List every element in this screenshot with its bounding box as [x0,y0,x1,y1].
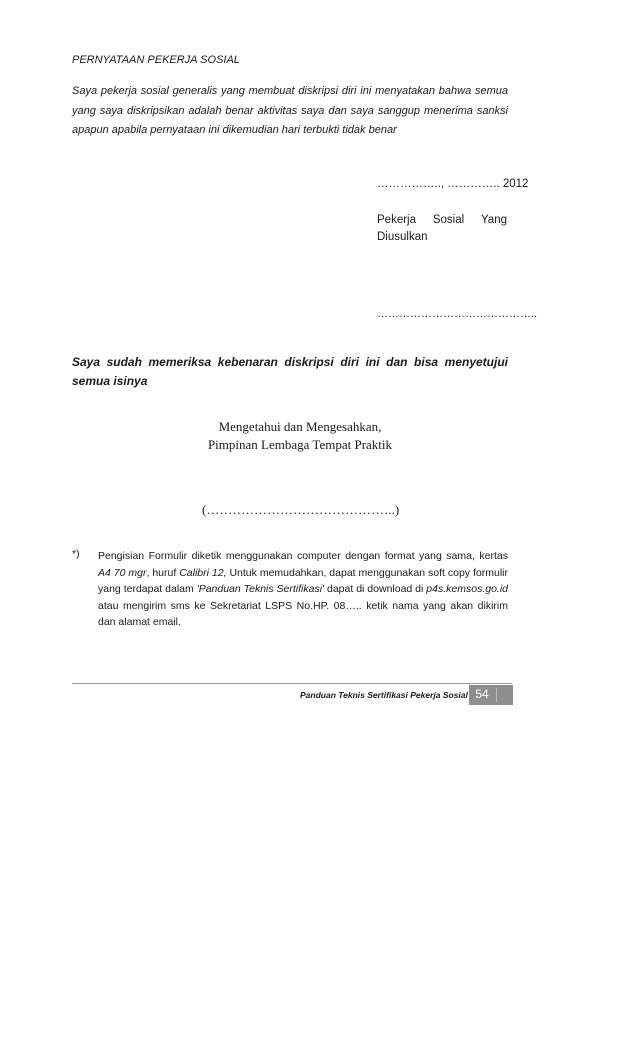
verification-text: Saya sudah memeriksa kebenaran diskripsi diri ini dan bisa menyetujui semua isinya [72,355,508,388]
note-part: Untuk memudahkan, dapat menggunakan soft copy formulir yang terdapat dalam [98,566,508,596]
note-text [98,548,508,631]
acknowledgement-signature-line: (……………………………………..) [202,502,400,517]
role-line-2: Diusulkan [377,231,428,243]
note-part: atau mengirim sms ke Sekretariat LSPS No.HP. 08….. ketik nama yang akan dikirim dan alamat email. [98,599,508,629]
signature-role [377,212,507,246]
note-part: , huruf [146,566,180,579]
page-box-divider [496,688,497,702]
note-part: Pengisian Formulir diketik menggunakan computer dengan format yang sama, kertas [98,550,508,562]
page-number: 54 [475,687,489,701]
footer-rule [72,683,512,684]
statement-paragraph: Saya pekerja sosial generalis yang membuat diskripsi diri ini menyatakan bahwa semua yang saya diskripsikan adalah benar aktivitas saya dan saya sanggup menerima sanksi apapun apabila pernyataan ini dikemudian hari terbukti tidak benar [72,85,508,136]
role-word-2: Sosial [432,214,465,226]
statement-title: PERNYATAAN PEKERJA SOSIAL [72,54,240,66]
acknowledgement-line-2: Pimpinan Lembaga Tempat Praktik [207,437,393,452]
note-guide-title: 'Panduan Teknis Sertifikasi' [196,583,325,596]
note-part: dapat di download di [324,583,427,596]
note-paper-size: A4 70 mgr [98,566,147,579]
acknowledgement-line-1: Mengetahui dan Mengesahkan, [218,419,382,434]
role-word-3: Yang [480,214,507,226]
signature-line: …………………………………….. [377,308,538,320]
signature-date: …………….., ………….. 2012 [377,178,529,190]
role-word-1: Pekerja [377,214,416,226]
note-website: p4s.kemsos.go.id [426,583,509,596]
note-font: Calibri 12, [179,566,227,579]
note-marker: *) [72,548,80,560]
footer-text: Panduan Teknis Sertifikasi Pekerja Sosial [300,690,468,700]
